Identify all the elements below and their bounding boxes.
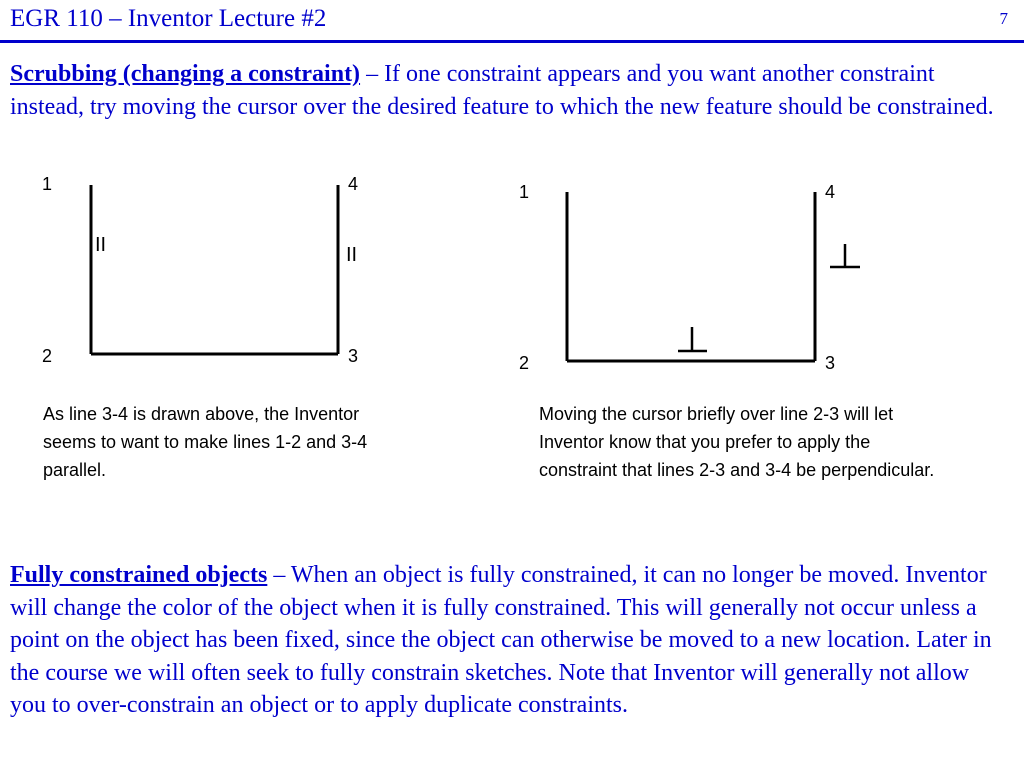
parallel-icon: II [95, 234, 107, 256]
scrubbing-heading: Scrubbing (changing a constraint) [10, 61, 361, 87]
left-caption: As line 3-4 is drawn above, the Inventor seems to want to make lines 1-2 and 3-4 parallel. [43, 404, 368, 480]
right-point-1: 1 [519, 182, 530, 202]
scrubbing-paragraph [10, 58, 1000, 123]
right-point-3: 3 [825, 353, 836, 373]
page-number: 7 [999, 9, 1008, 28]
perpendicular-icon [830, 244, 860, 267]
fully-constrained-paragraph [10, 559, 1000, 722]
perpendicular-icon [678, 327, 707, 351]
fully-constrained-text: – When an object is fully constrained, it can no longer be moved. Inventor will change the color of the object when it is fully constrained. This will generally not occur unless a point on the object has been fixed, since the object can otherwise be moved to a new location. Later in the course we will often seek to fully constrain sketches. Note that Inventor will generally not allow you to over-constrain an object or to apply duplicate constraints. [10, 562, 992, 718]
left-point-2: 2 [42, 346, 53, 366]
left-sketch [91, 185, 338, 354]
right-point-4: 4 [825, 182, 836, 202]
right-point-2: 2 [519, 353, 530, 373]
fully-constrained-heading: Fully constrained objects [10, 562, 268, 588]
right-caption: Moving the cursor briefly over line 2-3 will let Inventor know that you prefer to apply the constraint that lines 2-3 and 3-4 be perpendicular. [539, 404, 935, 480]
header-divider [0, 40, 1024, 43]
right-sketch [567, 192, 815, 361]
left-point-1: 1 [42, 174, 53, 194]
left-point-3: 3 [348, 346, 359, 366]
parallel-icon: II [346, 244, 358, 266]
scrubbing-text: – If one constraint appears and you want another constraint instead, try moving the cursor over the desired feature to which the new feature should be constrained. [10, 61, 994, 120]
left-point-4: 4 [348, 174, 359, 194]
slide-title: EGR 110 – Inventor Lecture #2 [10, 5, 327, 32]
